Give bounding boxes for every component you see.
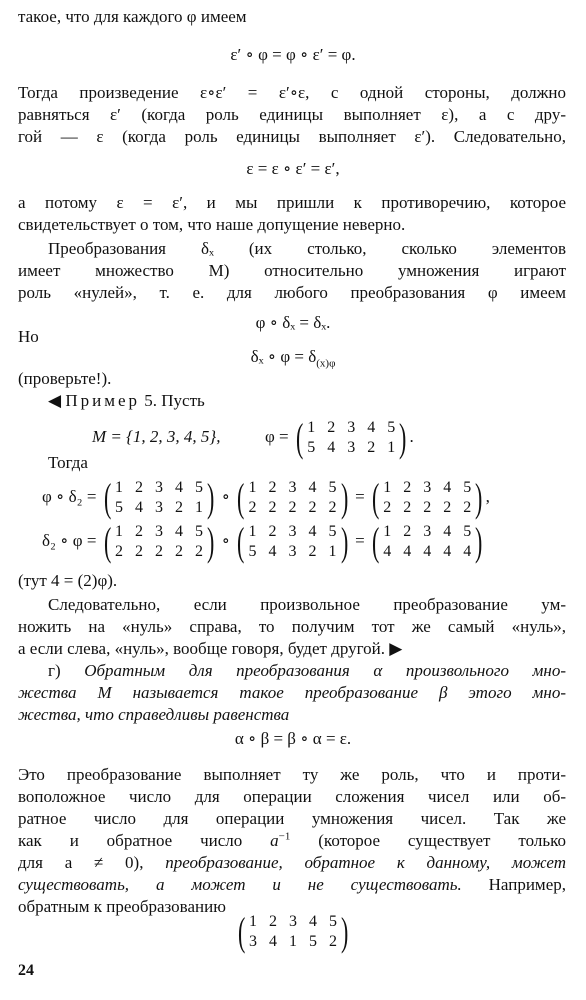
- matrix-cell: 4: [403, 543, 412, 560]
- matrix-cell: 2: [308, 499, 317, 516]
- matrix-cell: 2: [403, 479, 412, 496]
- matrix-cell: 4: [175, 523, 183, 540]
- matrix-phi: ( 1 2 3 4 5 5 4 3 2 1 ): [103, 475, 215, 520]
- matrix-cell: 2: [175, 543, 183, 560]
- page-number: 24: [18, 962, 34, 979]
- matrix-cell: 4: [308, 523, 317, 540]
- matrix-cell: 5: [463, 523, 472, 540]
- matrix-cell: 1: [289, 933, 297, 950]
- matrix-cell: 2: [268, 523, 277, 540]
- equation-row: δ₂ ∘ φ = ( 1 2 3 4 5 2 2 2 2 2 ) ∘ ( 1 2 3 4 5 5 4 3 2 1 ) = ( 1 2 3 4 5 4 4 4 4 4 ): [42, 522, 486, 562]
- matrix-delta2: ( 1 2 3 4 5 2 2 2 2 2 ): [103, 519, 215, 564]
- matrix-cell: 3: [288, 523, 297, 540]
- equation-row: φ ∘ δ₂ = ( 1 2 3 4 5 5 4 3 2 1 ) ∘ ( 1 2 3 4 5 2 2 2 2 2 ) = ( 1 2 3 4 5 2 2 2 2 2 ) ,: [42, 475, 490, 520]
- text-line: ратное число для операции умножения чисел. Так же: [18, 809, 566, 828]
- matrix-cell: 1: [115, 479, 123, 496]
- matrix-cell: 2: [403, 499, 412, 516]
- equation: δₓ ∘ $\varphi = \delta_{(x)\varphi}$: [250, 347, 336, 370]
- matrix-cell: 4: [269, 933, 277, 950]
- matrix-cell: 2: [328, 499, 337, 516]
- matrix-cell: 5: [387, 419, 396, 436]
- matrix-cell: 4: [268, 543, 277, 560]
- equation: [0, 909, 586, 954]
- matrix-cell: 2: [423, 499, 432, 516]
- matrix-cell: 2: [268, 499, 277, 516]
- text-line: Тогда произведение ε∘ε′ = ε′∘ε, с одной стороны, должно: [18, 83, 566, 102]
- definition-line: жества, что справедливы равенства: [18, 705, 290, 724]
- equation: α ∘ β = β ∘ α = ε.: [234, 729, 352, 748]
- definition-line: жества M называется такое преобразование β этого мно-: [18, 683, 566, 702]
- matrix-cell: 4: [175, 479, 183, 496]
- matrix-cell: 4: [463, 543, 472, 560]
- text-line: (тут 4 = (2)φ).: [18, 571, 118, 590]
- matrix-cell: 4: [135, 499, 143, 516]
- matrix-cell: 5: [115, 499, 123, 516]
- matrix-cell: 1: [387, 439, 396, 456]
- matrix-cell: 5: [328, 479, 337, 496]
- matrix-cell: 2: [403, 523, 412, 540]
- matrix-cell: 2: [269, 913, 277, 930]
- matrix-cell: 2: [115, 543, 123, 560]
- text-line: равняться ε′ (когда роль единицы выполняет ε), а с дру-: [18, 105, 566, 124]
- matrix-res2: ( 1 2 3 4 5 4 4 4 4 4 ): [371, 519, 483, 564]
- matrix-cell: 4: [423, 543, 432, 560]
- matrix-cell: 2: [175, 499, 183, 516]
- matrix-cell: 2: [463, 499, 472, 516]
- matrix-cell: 2: [383, 499, 392, 516]
- matrix-cell: 3: [347, 419, 356, 436]
- matrix-cell: 4: [327, 439, 336, 456]
- matrix-delta2: ( 1 2 3 4 5 2 2 2 2 2 ): [237, 475, 348, 520]
- matrix-res1: ( 1 2 3 4 5 2 2 2 2 2 ): [371, 475, 483, 520]
- text-line: Тогда: [48, 453, 88, 472]
- text-line: (проверьте!).: [18, 369, 112, 388]
- text-line: обратным к преобразованию: [18, 897, 226, 916]
- matrix-cell: 5: [307, 439, 316, 456]
- matrix-cell: 4: [443, 543, 452, 560]
- text-line: гой — ε (когда роль единицы выполняет ε′). Следовательно,: [18, 127, 566, 146]
- text-line: для a ≠ 0), преобразование, обратное к данному, может: [18, 853, 566, 872]
- example-definition: M = {1, 2, 3, 4, 5}, φ = ( 1 2 3 4 5 5 4 3 2 1 ) .: [92, 415, 414, 460]
- text-line: имеет множество M) относительно умножения играют: [18, 261, 566, 280]
- matrix-cell: 4: [383, 543, 392, 560]
- example-start-marker: ◀: [48, 391, 62, 410]
- matrix-cell: 5: [248, 543, 257, 560]
- matrix-cell: 1: [383, 479, 392, 496]
- matrix-cell: 1: [248, 479, 257, 496]
- text-line: Это преобразование выполняет ту же роль, что и проти-: [18, 765, 566, 784]
- text-line: а потому ε = ε′, и мы пришли к противоречию, которое: [18, 193, 566, 212]
- matrix-cell: 4: [443, 523, 452, 540]
- matrix-cell: 2: [155, 543, 163, 560]
- equation: ε′ ∘ φ = φ ∘ ε′ = φ.: [230, 45, 356, 64]
- matrix-cell: 5: [195, 479, 203, 496]
- matrix-cell: 5: [195, 523, 203, 540]
- matrix-cell: 2: [329, 933, 337, 950]
- text-line: воположное число для операции сложения чисел или об-: [18, 787, 566, 806]
- text-line: свидетельствует о том, что наше допущение неверно.: [18, 215, 406, 234]
- example-end-marker: ▶: [389, 639, 403, 658]
- matrix-cell: 3: [155, 523, 163, 540]
- matrix-cell: 3: [155, 479, 163, 496]
- matrix-cell: 2: [248, 499, 257, 516]
- matrix-cell: 3: [289, 913, 297, 930]
- matrix-cell: 1: [195, 499, 203, 516]
- matrix-cell: 5: [329, 913, 337, 930]
- definition-line: г) Обратным для преобразования α произвольного мно-: [48, 661, 566, 680]
- text-line: ножить на «нуль» справа, то получим тот же самый «нуль»,: [18, 617, 566, 636]
- matrix-cell: 5: [463, 479, 472, 496]
- text-line: а если слева, «нуль», вообще говоря, будет другой. ▶: [18, 639, 403, 658]
- matrix-cell: 2: [308, 543, 317, 560]
- text-line: Преобразования δₓ (их столько, сколько элементов: [48, 239, 566, 258]
- matrix-cell: 4: [367, 419, 376, 436]
- text-line: Но: [18, 327, 39, 346]
- matrix-cell: 1: [248, 523, 257, 540]
- matrix-cell: 3: [423, 479, 432, 496]
- matrix-cell: 3: [347, 439, 356, 456]
- matrix-last: ( 1 2 3 4 5 3 4 1 5 2 ): [237, 909, 349, 954]
- matrix-cell: 4: [309, 913, 317, 930]
- matrix-cell: 2: [268, 479, 277, 496]
- matrix-cell: 2: [135, 479, 143, 496]
- matrix-cell: 5: [309, 933, 317, 950]
- text-line: такое, что для каждого φ имеем: [18, 7, 247, 26]
- matrix-cell: 1: [307, 419, 316, 436]
- matrix-cell: 5: [328, 523, 337, 540]
- matrix-cell: 2: [195, 543, 203, 560]
- matrix-cell: 3: [423, 523, 432, 540]
- matrix-cell: 1: [383, 523, 392, 540]
- matrix-cell: 2: [443, 499, 452, 516]
- matrix-cell: 3: [288, 479, 297, 496]
- matrix-cell: 4: [308, 479, 317, 496]
- equation: φ ∘ δₓ = δₓ.: [255, 313, 331, 332]
- matrix-cell: 1: [328, 543, 337, 560]
- text-line: существовать, а может и не существовать. Например,: [18, 875, 566, 894]
- equation: ε = ε ∘ ε′ = ε′,: [246, 159, 340, 178]
- text-line: роль «нулей», т. е. для любого преобразования φ имеем: [18, 283, 566, 302]
- matrix-cell: 2: [327, 419, 336, 436]
- matrix-cell: 2: [288, 499, 297, 516]
- text-line: как и обратное число $a^{-1}$ (которое существует только: [18, 830, 566, 850]
- matrix-cell: 2: [135, 543, 143, 560]
- matrix-cell: 2: [135, 523, 143, 540]
- matrix-phi: ( 1 2 3 4 5 5 4 3 2 1 ): [295, 415, 407, 460]
- example-heading: ◀ Пример 5. Пусть: [48, 391, 205, 410]
- matrix-cell: 2: [367, 439, 376, 456]
- matrix-cell: 1: [115, 523, 123, 540]
- text-line: Следовательно, если произвольное преобразование ум-: [48, 595, 566, 614]
- matrix-cell: 3: [288, 543, 297, 560]
- matrix-cell: 3: [249, 933, 257, 950]
- matrix-phi: ( 1 2 3 4 5 5 4 3 2 1 ): [237, 519, 348, 564]
- matrix-cell: 3: [155, 499, 163, 516]
- matrix-cell: 1: [249, 913, 257, 930]
- matrix-cell: 4: [443, 479, 452, 496]
